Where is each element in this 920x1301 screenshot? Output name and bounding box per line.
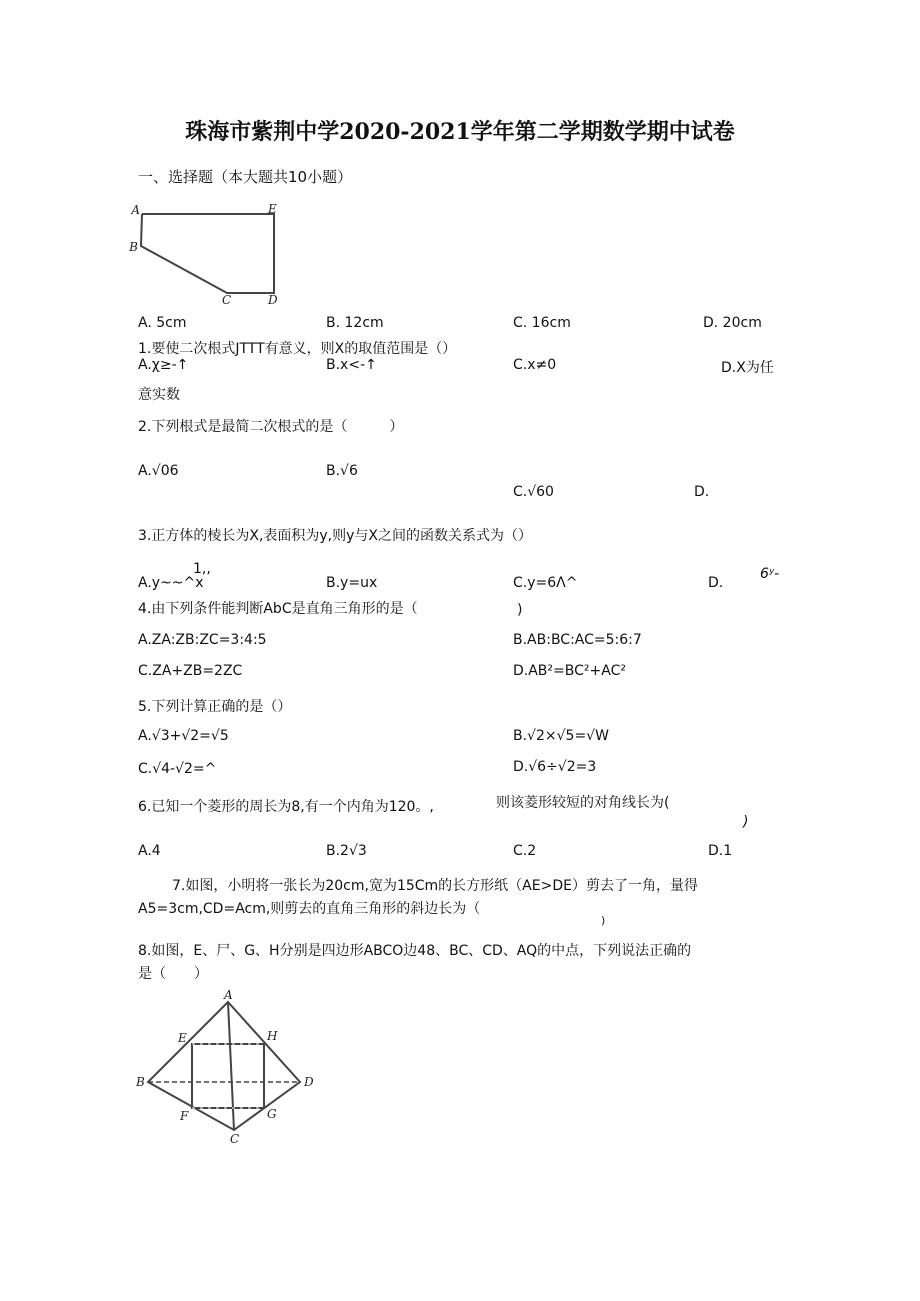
- section-heading: 一、选择题（本大题共10小题）: [138, 168, 353, 186]
- fig1-label-b: B: [129, 240, 138, 254]
- q3-option-d: D.: [708, 575, 724, 591]
- diagonal-ac: [228, 1002, 234, 1130]
- q8-line2: 是（ ）: [138, 966, 208, 982]
- fig2-label-c: C: [230, 1132, 240, 1146]
- fig2-label-h: H: [267, 1029, 278, 1043]
- q6-stem-end: ): [743, 814, 749, 830]
- q5-option-d: D.√6÷√2=3: [513, 759, 597, 775]
- fig2-label-d: D: [304, 1075, 314, 1089]
- fig1-label-e: E: [268, 202, 277, 216]
- q4-option-a: A.ZA:ZB:ZC=3:4:5: [138, 632, 267, 648]
- figure-quadrilateral: [130, 988, 330, 1148]
- q6-option-b: B.2√3: [326, 843, 367, 859]
- q1-option-a: A.χ≥-↑: [138, 357, 189, 373]
- q7-line1: 7.如图，小明将一张长为20cm,宽为15Cm的长方形纸（AE>DE）剪去了一角，量得: [172, 878, 698, 894]
- q4-stem-end: ): [517, 602, 523, 618]
- q8-line1: 8.如图，E、尸、G、H分别是四边形ABCO边48、BC、CD、AQ的中点，下列说法正确的: [138, 943, 692, 959]
- fig2-label-g: G: [267, 1107, 277, 1121]
- page-title: 珠海市紫荆中学2020-2021学年第二学期数学期中试卷: [185, 119, 735, 145]
- fig1-label-a: A: [131, 203, 140, 217]
- q5-option-a: A.√3+√2=√5: [138, 728, 229, 744]
- fig1-label-c: C: [222, 293, 232, 307]
- quad-abcd: [148, 1002, 300, 1130]
- q6-option-a: A.4: [138, 843, 161, 859]
- fig1-label-d: D: [268, 293, 278, 307]
- q2-option-d: D.: [694, 484, 710, 500]
- q7-line2: A5=3cm,CD=Acm,则剪去的直角三角形的斜边长为（: [138, 901, 481, 917]
- q3-option-a: A.y~~^x: [138, 575, 204, 591]
- q0-option-d: D. 20cm: [703, 315, 762, 331]
- q3-stem: 3.正方体的棱长为X,表面积为y,则y与X之间的函数关系式为（）: [138, 528, 533, 544]
- q1-option-b: B.x<-↑: [326, 357, 377, 373]
- fig2-label-f: F: [180, 1109, 189, 1123]
- q2-option-b: B.√6: [326, 463, 358, 479]
- q6-option-d: D.1: [708, 843, 733, 859]
- q0-option-c: C. 16cm: [513, 315, 571, 331]
- q6-stem: 6.已知一个菱形的周长为8,有一个内角为120。,: [138, 799, 434, 815]
- q5-option-b: B.√2×√5=√W: [513, 728, 609, 744]
- q4-option-c: C.ZA+ZB=2ZC: [138, 663, 243, 679]
- q2-option-a: A.√06: [138, 463, 179, 479]
- q4-option-b: B.AB:BC:AC=5:6:7: [513, 632, 642, 648]
- q3-option-c: C.y=6Λ^: [513, 575, 578, 591]
- q1-option-c: C.x≠0: [513, 357, 557, 373]
- q2-stem: 2.下列根式是最简二次根式的是（ ）: [138, 419, 404, 435]
- q3-option-b: B.y=ux: [326, 575, 378, 591]
- q1-stem: 1.要使二次根式JTTT有意义，则X的取值范围是（）: [138, 341, 457, 357]
- q3-option-d-note: 6ʸ-: [760, 566, 780, 582]
- fig2-label-a: A: [224, 988, 233, 1002]
- q3-option-a-superscript: 1,,: [193, 561, 211, 577]
- q7-end: ): [601, 914, 606, 927]
- rect-efgh: [192, 1044, 264, 1108]
- q0-option-b: B. 12cm: [326, 315, 384, 331]
- q6-option-c: C.2: [513, 843, 537, 859]
- q1-option-d-continued: 意实数: [138, 387, 180, 403]
- q6-stem-continued: 则该菱形较短的对角线长为(: [496, 795, 670, 811]
- fig2-label-e: E: [178, 1031, 187, 1045]
- q1-option-d: D.X为任: [721, 360, 774, 376]
- q5-stem: 5.下列计算正确的是（）: [138, 699, 292, 715]
- pentagon-outline: [141, 214, 274, 293]
- q0-option-a: A. 5cm: [138, 315, 187, 331]
- q4-option-d: D.AB²=BC²+AC²: [513, 663, 626, 679]
- q5-option-c: C.√4-√2=^: [138, 761, 217, 777]
- q4-stem: 4.由下列条件能判断AbC是直角三角形的是（: [138, 601, 418, 617]
- figure-pentagon: [130, 198, 290, 306]
- q2-option-c: C.√60: [513, 484, 554, 500]
- fig2-label-b: B: [136, 1075, 145, 1089]
